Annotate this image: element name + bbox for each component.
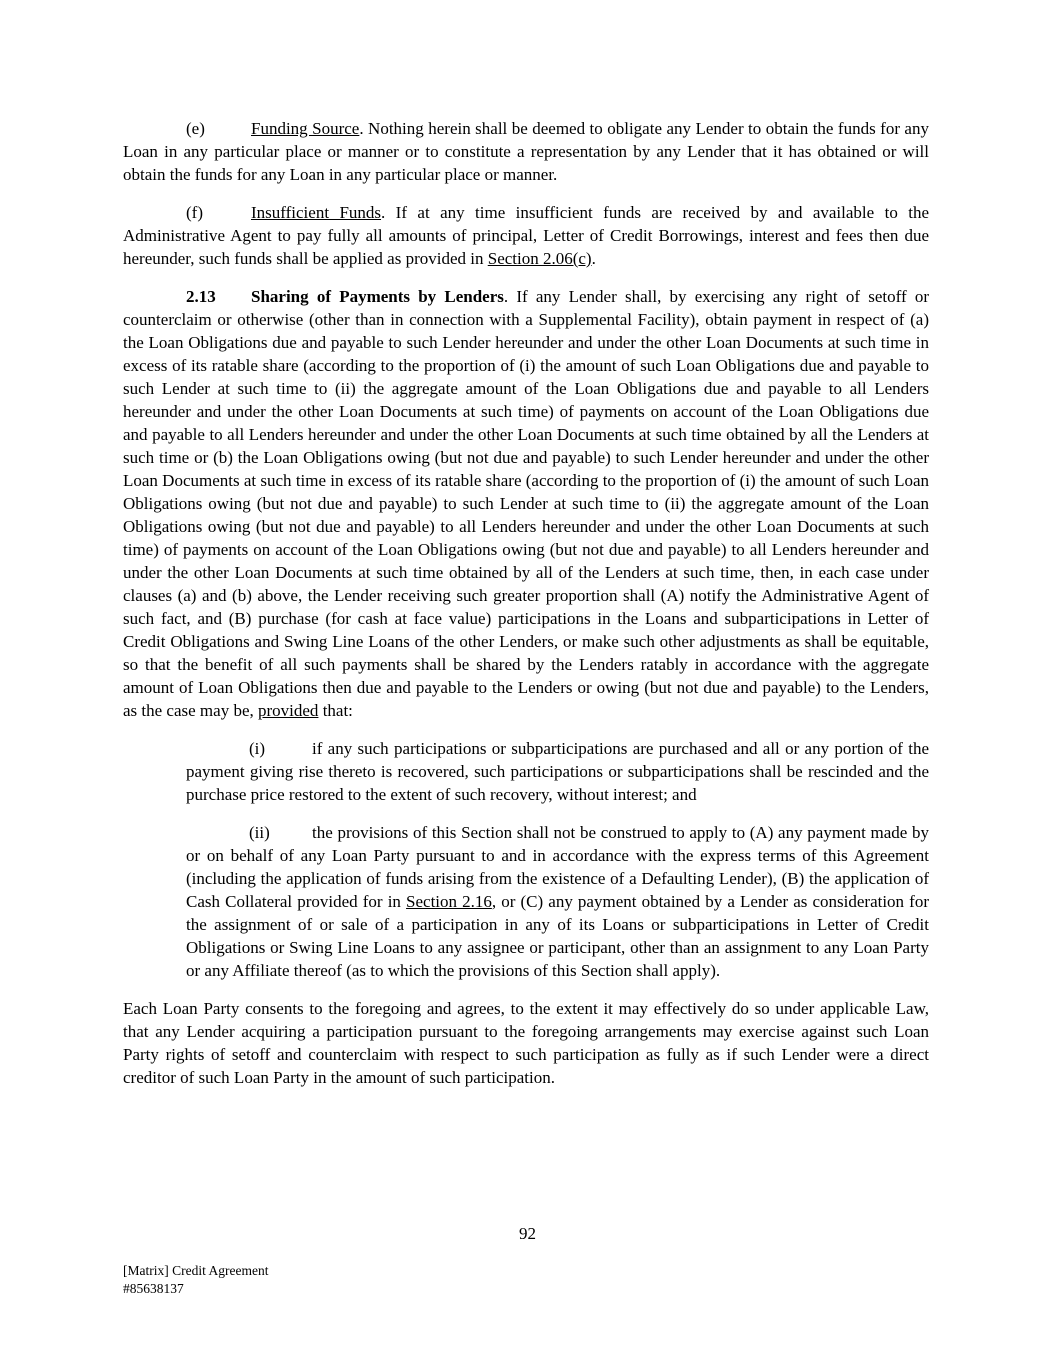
page-footer [123, 1262, 268, 1298]
closing-paragraph-text: Each Loan Party consents to the foregoing and agrees, to the extent it may effectively do so under applicable Law, that any Lender acquiring a participation pursuant to the foregoing arrangements may exercise against such Loan Party rights of setoff and counterclaim with respect to such participation as fully as if such Lender were a direct creditor of such Loan Party in the amount of such participation. [123, 999, 929, 1087]
heading-funding-source: Funding Source [251, 119, 360, 138]
section-ref-2-06c: Section 2.06(c) [487, 249, 592, 268]
section-2-13-number: 2.13 [186, 287, 216, 306]
paragraph-f [123, 201, 929, 270]
subclause-i [186, 737, 929, 806]
section-2-13-text-end: that: [318, 701, 353, 720]
page-number: 92 [519, 1224, 536, 1243]
section-ref-2-16: Section 2.16 [406, 892, 492, 911]
subclause-ii-label: (ii) [249, 823, 270, 842]
page-content [123, 117, 929, 1089]
clause-e-text: . Nothing herein shall be deemed to obligate any Lender to obtain the funds for any Loan in any particular place or manner or to constitute a representation by any Lender that it has obtained or will obtain the funds for any Loan in any particular place or manner. [123, 119, 929, 184]
clause-f-label: (f) [186, 203, 203, 222]
subclause-ii-text-end: , or (C) any payment obtained by a Lender as consideration for the assignment of or sale of a participation in any of its Loans or subparticipations in Letter of Credit Obligations or Swing Line Loans to any assignee or participant, other than an assignment to any Loan Party or any Affiliate thereof (as to which the provisions of this Section shall apply). [186, 892, 929, 980]
section-2-13 [123, 285, 929, 722]
footer-doc-number: #85638137 [123, 1281, 184, 1296]
footer-doc-title: [Matrix] Credit Agreement [123, 1263, 269, 1278]
subclause-i-label: (i) [249, 739, 266, 758]
section-2-13-text: . If any Lender shall, by exercising any right of setoff or counterclaim or otherwise (other than in connection with a Supplemental Facility), obtain payment in respect of (a) the Loan Obligations due and payable to such Lender hereunder and under the other Loan Documents at such time in excess of its ratable share (according to the proportion of (i) the amount of such Loan Obligations due and payable to such Lender at such time to (ii) the aggregate amount of the Loan Obligations due and payable to all Lenders hereunder and under the other Loan Documents at such time) of payments on account of the Loan Obligations due and payable to all Lenders hereunder and under the other Loan Documents at such time obtained by all the Lenders at such time or (b) the Loan Obligations owing (but not due and payable) to such Lender hereunder and under the other Loan Documents at such time in excess of its ratable share (according to the proportion of (i) the amount of such Loan Obligations owing (but not due and payable) to such Lender at such time to (ii) the aggregate amount of the Loan Obligations owing (but not due and payable) to all Lenders hereunder and under the other Loan Documents at such time) of payments on account of the Loan Obligations owing (but not due and payable) to all Lenders hereunder and under the other Loan Documents at such time obtained by all of the Lenders at such time, then, in each case under clauses (a) and (b) above, the Lender receiving such greater proportion shall (A) notify the Administrative Agent of such fact, and (B) purchase (for cash at face value) participations in the Loans and subparticipations in Letter of Credit Obligations and Swing Line Loans of the other Lenders, or make such other adjustments as shall be equitable, so that the benefit of all such payments shall be shared by the Lenders ratably in accordance with the aggregate amount of Loan Obligations then due and payable to the Lenders or owing (but not due and payable) to the Lenders, as the case may be, [123, 287, 929, 720]
subclause-i-text: if any such participations or subparticipations are purchased and all or any portion of the payment giving rise thereto is recovered, such participations or subparticipations shall be rescinded and the purchase price restored to the extent of such recovery, without interest; and [186, 739, 929, 804]
heading-insufficient-funds: Insufficient Funds [251, 203, 382, 222]
clause-f-text-end: . [591, 249, 596, 268]
paragraph-e [123, 117, 929, 186]
provided-term: provided [258, 701, 319, 720]
subclause-ii [186, 821, 929, 982]
subclause-ii-text: the provisions of this Section shall not be construed to apply to (A) any payment made by or on behalf of any Loan Party pursuant to and in accordance with the express terms of this Agreement (including the application of funds arising from the existence of a Defaulting Lender), (B) the application of Cash Collateral provided for in [186, 823, 929, 911]
section-2-13-heading: Sharing of Payments by Lenders [251, 287, 504, 306]
closing-paragraph [123, 997, 929, 1089]
clause-f-text: . If at any time insufficient funds are received by and available to the Administrative Agent to pay fully all amounts of principal, Letter of Credit Borrowings, interest and fees then due hereunder, such funds shall be applied as provided in [123, 203, 929, 268]
clause-e-label: (e) [186, 119, 205, 138]
